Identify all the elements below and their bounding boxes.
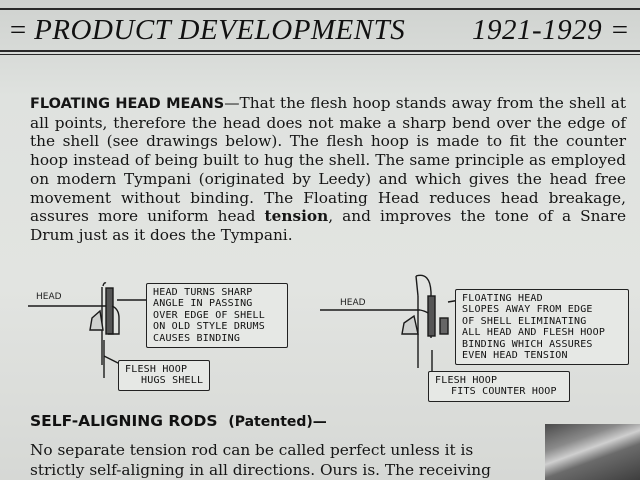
right-callout-line: OF SHELL ELIMINATING [462,315,587,327]
self-aligning-title: SELF-ALIGNING RODS [30,412,218,430]
right-callout-line: ALL HEAD AND FLESH HOOP [462,327,606,339]
right-callout-line: SLOPES AWAY FROM EDGE [462,304,593,316]
para-line-3: made to fit the counter hoop instead of being built to hug the shell. [30,132,627,170]
self-aligning-paragraph [30,440,530,480]
floating-head-drum-drawing [320,275,460,372]
para-line-4: The same principle as employed on modern Tympani (originated by [30,151,626,188]
right-callout-line: BINDING WHICH ASSURES [462,338,593,350]
floating-head-heading: FLOATING HEAD MEANS [30,96,225,112]
para-line-6: The Floating Head reduces head breakage, assures more uniform head [30,188,626,226]
right-hoop-line: FLESH HOOP [435,375,498,386]
left-hoop-label-box [118,360,210,391]
right-hoop-label-box [428,371,570,402]
para-line-5: Leedy) and which gives the head free movement without binding. [30,169,626,207]
product-photo [545,424,640,480]
self-aligning-line: strictly self-aligning in all directions. Ours is. The receiving [30,461,491,479]
left-callout-box [146,283,288,348]
right-hoop-line: FITS COUNTER HOOP [451,386,557,398]
header-years: 1921-1929 = [472,13,630,46]
right-callout-line: FLOATING HEAD [462,293,543,304]
patented-label: (Patented)— [228,414,327,430]
header-left-mark: = [8,13,29,46]
para-line-1: the shell at all points, therefore the head does not make a sharp bend [30,94,626,132]
left-hoop-line: FLESH HOOP [125,364,188,375]
left-hoop-line: HUGS SHELL [141,375,204,387]
left-callout-line: OVER EDGE OF SHELL [153,309,265,321]
header-title: PRODUCT DEVELOPMENTS [34,13,406,46]
left-callout-line: ANGLE IN PASSING [153,298,253,310]
para-tension-bold: tension [264,207,329,226]
left-callout-line: ON OLD STYLE DRUMS [153,321,265,333]
right-callout-line: EVEN HEAD TENSION [462,350,568,362]
para-line-9: Tympani. [220,225,293,244]
right-head-label: HEAD [340,298,366,308]
left-callout-line: HEAD TURNS SHARP [153,287,253,298]
left-head-label: HEAD [36,292,62,302]
self-aligning-heading [30,412,327,430]
para-line-8: , and improves the tone of a Snare Drum just as it does the [30,207,626,244]
right-callout-box [455,289,629,365]
para-line-2: over the edge of the shell (see drawings below). The flesh hoop is [30,113,626,151]
left-callout-line: CAUSES BINDING [153,332,241,344]
para-line-0: —That the flesh hoop stands away from [224,94,534,112]
self-aligning-line: No separate tension rod can be called perfect unless it is [30,441,474,459]
